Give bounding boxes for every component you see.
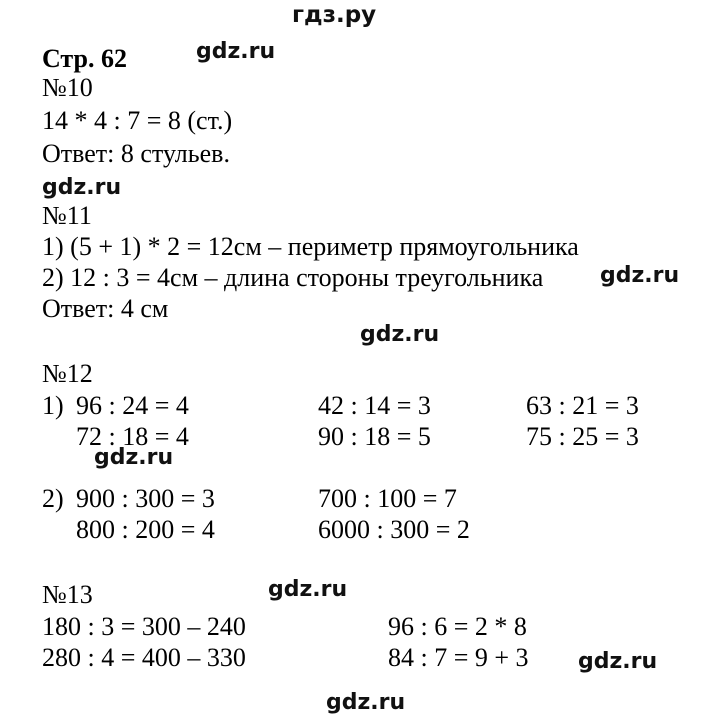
task10-solution: 14 * 4 : 7 = 8 (ст.) [42, 106, 233, 135]
task12-equation: 6000 : 300 = 2 [318, 515, 470, 544]
task12-equation: 90 : 18 = 5 [318, 422, 431, 451]
task12-equation: 96 : 24 = 4 [76, 391, 189, 420]
task13-equation: 280 : 4 = 400 – 330 [42, 643, 246, 672]
task12-equation: 75 : 25 = 3 [526, 422, 639, 451]
watermark: gdz.ru [578, 649, 658, 674]
task12-equation: 72 : 18 = 4 [76, 422, 189, 451]
task11-answer: Ответ: 4 см [42, 294, 169, 323]
watermark: gdz.ru [326, 690, 406, 715]
task13-equation: 84 : 7 = 9 + 3 [388, 643, 529, 672]
site-title: гдз.ру [292, 2, 377, 28]
task12-equation: 800 : 200 = 4 [76, 515, 215, 544]
task10-number: №10 [42, 73, 93, 102]
watermark: gdz.ru [360, 322, 440, 347]
task12-equation: 42 : 14 = 3 [318, 391, 431, 420]
task12-part2-label: 2) [42, 484, 64, 513]
watermark: gdz.ru [600, 263, 680, 288]
task10-answer: Ответ: 8 стульев. [42, 139, 230, 168]
task12-part1-label: 1) [42, 391, 64, 420]
task13-equation: 180 : 3 = 300 – 240 [42, 612, 246, 641]
task12-equation: 700 : 100 = 7 [318, 484, 457, 513]
task12-equation: 900 : 300 = 3 [76, 484, 215, 513]
watermark: gdz.ru [196, 39, 276, 64]
task13-number: №13 [42, 580, 93, 609]
task11-step1: 1) (5 + 1) * 2 = 12см – периметр прямоугольника [42, 232, 579, 261]
task11-number: №11 [42, 201, 92, 230]
task12-equation: 63 : 21 = 3 [526, 391, 639, 420]
watermark: gdz.ru [268, 577, 348, 602]
watermark: gdz.ru [94, 445, 174, 470]
task11-step2: 2) 12 : 3 = 4см – длина стороны треугольника [42, 263, 544, 292]
task12-number: №12 [42, 359, 93, 388]
page-label: Стр. 62 [42, 44, 127, 73]
watermark: gdz.ru [42, 175, 122, 200]
task13-equation: 96 : 6 = 2 * 8 [388, 612, 527, 641]
